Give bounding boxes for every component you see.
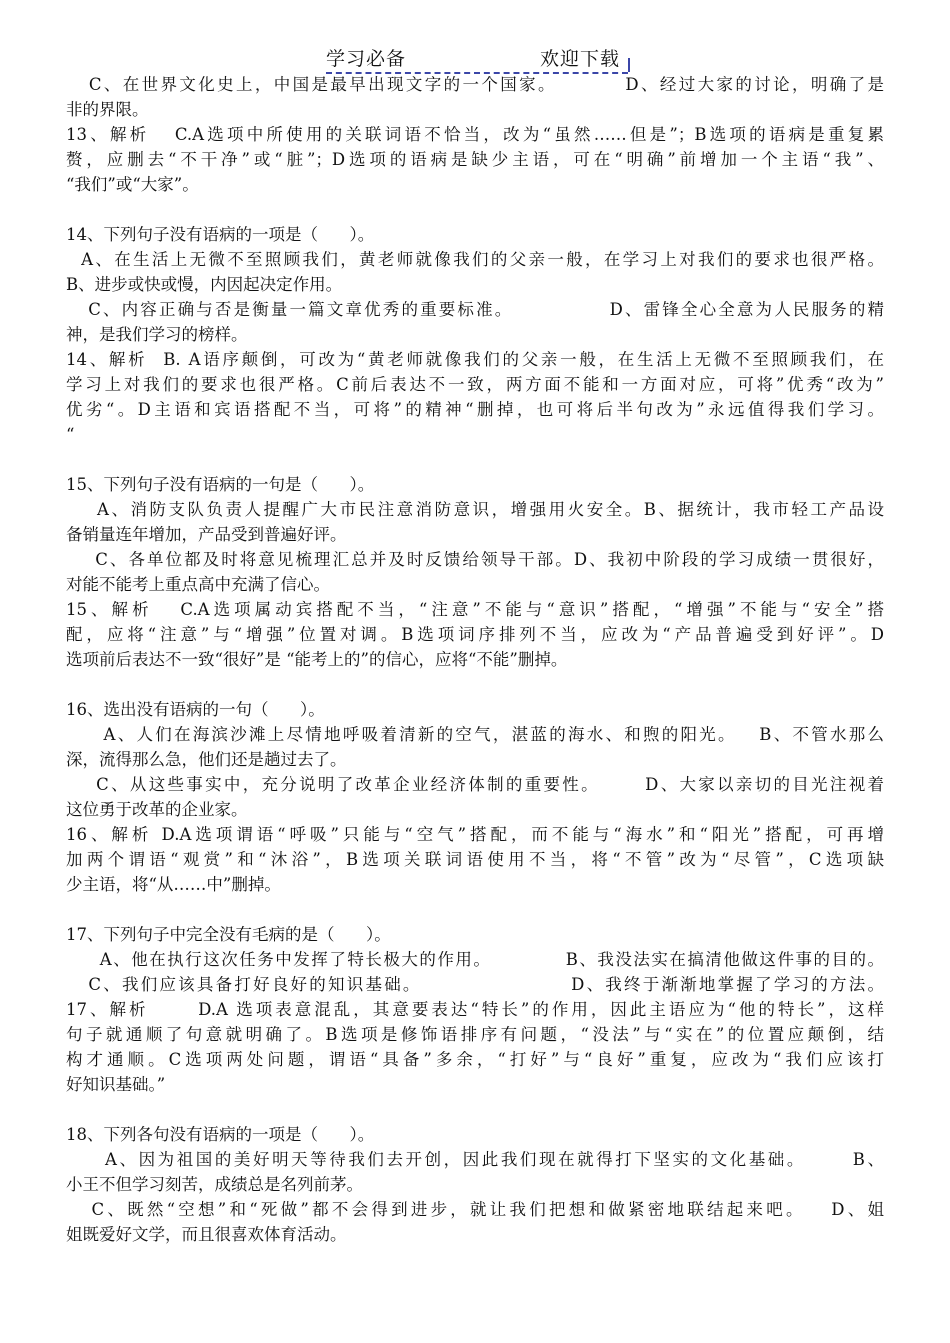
text-line: C、内容正确与否是衡量一篇文章优秀的重要标准。 D、雷锋全心全意为人民服务的精 <box>66 300 884 319</box>
header-underline-tick <box>628 58 630 72</box>
text-line: 姐既爱好文学，而且很喜欢体育活动。 <box>66 1225 347 1244</box>
text-line: A、在生活上无微不至照顾我们，黄老师就像我们的父亲一般，在学习上对我们的要求也很严格。 <box>66 250 884 269</box>
text-line: 深，流得那么急，他们还是趟过去了。 <box>66 750 347 769</box>
text-line: 16、解析 D.A选项谓语“呼吸”只能与“空气”搭配，而不能与“海水”和“阳光”搭配，可再增 <box>66 825 884 844</box>
text-line: 句子就通顺了句意就明确了。B选项是修饰语排序有问题，“没法”与“实在”的位置应颠倒，结 <box>66 1025 884 1044</box>
text-line: 构才通顺。C选项两处问题，谓语“具备”多余，“打好”与“良好”重复，应改为“我们应该打 <box>66 1050 884 1069</box>
blank-line <box>66 897 884 922</box>
text-line: C、我们应该具备打好良好的知识基础。 D、我终于渐渐地掌握了学习的方法。 <box>66 975 884 994</box>
text-line: 14、下列句子没有语病的一项是（ ）。 <box>66 225 375 244</box>
text-line: 学习上对我们的要求也很严格。C前后表达不一致，两方面不能和一方面对应，可将”优秀“改为” <box>66 375 884 394</box>
text-line: C、各单位都及时将意见梳理汇总并及时反馈给领导干部。D、我初中阶段的学习成绩一贯很好， <box>66 550 884 569</box>
text-line: 备销量连年增加，产品受到普遍好评。 <box>66 525 347 544</box>
text-line: C、从这些事实中，充分说明了改革企业经济体制的重要性。 D、大家以亲切的目光注视着 <box>66 775 884 794</box>
text-line: 15、解析 C.A选项属动宾搭配不当，“注意”不能与“意识”搭配，“增强”不能与“安全”搭 <box>66 600 884 619</box>
text-line: 非的界限。 <box>66 100 149 119</box>
text-line: A、因为祖国的美好明天等待我们去开创，因此我们现在就得打下坚实的文化基础。 B、 <box>66 1150 884 1169</box>
text-line: C、既然“空想”和“死做”都不会得到进步，就让我们把想和做紧密地联结起来吧。 D、姐 <box>66 1200 884 1219</box>
text-line: B、进步或快或慢，内因起决定作用。 <box>66 275 343 294</box>
text-line: 神，是我们学习的榜样。 <box>66 325 248 344</box>
page-header <box>326 44 628 74</box>
text-line: 13、解析 C.A选项中所使用的关联词语不恰当，改为“虽然……但是”；B选项的语病是重复累 <box>66 125 884 144</box>
text-line: 选项前后表达不一致“很好”是 “能考上的”的信心，应将“不能”删掉。 <box>66 650 568 669</box>
text-line: 赘，应删去“不干净”或“脏”；D选项的语病是缺少主语，可在“明确”前增加一个主语“我”、 <box>66 150 884 169</box>
blank-line <box>66 197 884 222</box>
text-line: C、在世界文化史上，中国是最早出现文字的一个国家。 D、经过大家的讨论，明确了是 <box>66 75 884 94</box>
text-line: 加两个谓语“观赏”和“沐浴”，B选项关联词语使用不当，将“不管”改为“尽管”，C选项缺 <box>66 850 884 869</box>
text-line: 小王不但学习刻苦，成绩总是名列前茅。 <box>66 1175 363 1194</box>
text-line: “我们”或“大家”。 <box>66 175 199 194</box>
text-line: 14、解析 B. A语序颠倒，可改为“黄老师就像我们的父亲一般，在生活上无微不至照顾我们，在 <box>66 350 884 369</box>
text-line: 配，应将“注意”与“增强”位置对调。B选项词序排列不当，应改为“产品普遍受到好评”。D <box>66 625 884 644</box>
text-line: 15、下列句子没有语病的一句是（ ）。 <box>66 475 375 494</box>
text-line: “ <box>66 425 75 444</box>
blank-line <box>66 447 884 472</box>
text-line: A、他在执行这次任务中发挥了特长极大的作用。 B、我没法实在搞清他做这件事的目的。 <box>66 950 884 969</box>
text-line: 16、选出没有语病的一句（ ）。 <box>66 700 325 719</box>
text-line: 这位勇于改革的企业家。 <box>66 800 248 819</box>
text-line: A、人们在海滨沙滩上尽情地呼吸着清新的空气，湛蓝的海水、和煦的阳光。 B、不管水那么 <box>66 725 885 744</box>
document-body <box>66 72 884 1247</box>
text-line: 17、下列句子中完全没有毛病的是（ ）。 <box>66 925 391 944</box>
header-right-text: 欢迎下载 <box>540 48 621 70</box>
text-line: 18、下列各句没有语病的一项是（ ）。 <box>66 1125 375 1144</box>
blank-line <box>66 672 884 697</box>
header-left-text: 学习必备 <box>326 48 407 70</box>
text-line: 好知识基础。” <box>66 1075 166 1094</box>
text-line: 少主语，将“从……中”删掉。 <box>66 875 281 894</box>
text-line: 对能不能考上重点高中充满了信心。 <box>66 575 330 594</box>
text-line: A、消防支队负责人提醒广大市民注意消防意识，增强用火安全。B、据统计，我市轻工产品设 <box>66 500 884 519</box>
text-line: 优劣“。D主语和宾语搭配不当，可将”的精神“删掉，也可将后半句改为”永远值得我们学习。 <box>66 400 884 419</box>
text-line: 17、解析 D.A 选项表意混乱，其意要表达“特长”的作用，因此主语应为“他的特长”，这样 <box>66 1000 884 1019</box>
blank-line <box>66 1097 884 1122</box>
